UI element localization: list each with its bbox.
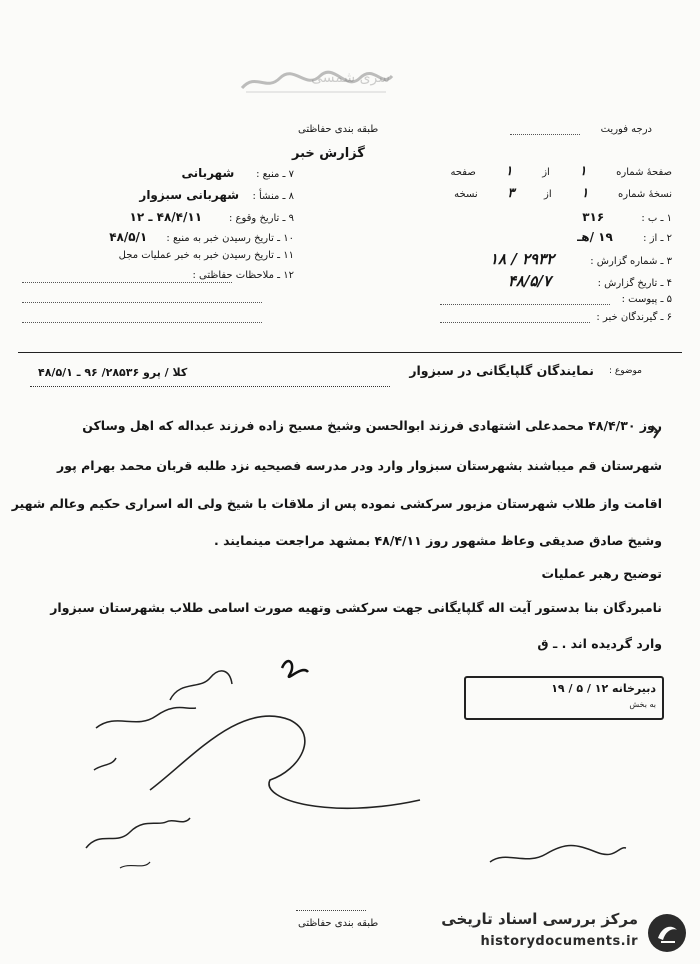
receipt-stamp xyxy=(464,676,664,720)
explanation-title: توضیح رهبر عملیات xyxy=(541,566,662,581)
classification-line xyxy=(296,910,366,911)
watermark-org: مرکز بررسی اسناد تاریخی xyxy=(441,910,638,928)
receipt-stamp-line1: دبیرخانه ۱۲ / ۵ / ۱۹ xyxy=(551,682,656,695)
left-field-ops-date: ۱۱ ـ تاریخ رسیدن خبر به خبر عملیات مجل xyxy=(118,250,294,261)
left-field-origin: ۸ ـ منشأ : شهربانی سبزوار xyxy=(139,188,294,202)
classification-top: طبقه بندی حفاظتی xyxy=(298,124,379,135)
right-field-page: صفحهٔ شماره ۱ از ۱ صفحه xyxy=(450,164,672,179)
body-line-3: اقامت واز طلاب شهرستان مزبور سرکشی نموده پس از ملاقات با شیخ ولی اله اسراری حکیم وعالم شهیر xyxy=(11,496,662,511)
urgency-label: درجه فوریت xyxy=(600,124,652,135)
right-field-attachment: ۵ ـ پیوست : xyxy=(621,294,672,305)
right-field-recipients: ۶ ـ گیرندگان خبر : xyxy=(596,312,672,323)
archive-logo-icon xyxy=(646,912,688,954)
watermark-url: historydocuments.ir xyxy=(480,934,638,949)
subject-reference: کلا / پرو ۲۸۵۳۶/ ۹۶ ـ ۴۸/۵/۱ xyxy=(38,366,188,379)
right-field-from: ۲ ـ از : ۱۹ /هـ xyxy=(577,230,672,244)
subject-label: موضوع : xyxy=(608,366,642,376)
classification-bottom: طبقه بندی حفاظتی xyxy=(298,918,379,929)
subject-text: نمایندگان گلپایگانی در سبزوار xyxy=(409,363,594,378)
right-field-copy: نسخهٔ شماره ۱ از ۳ نسخه xyxy=(454,186,672,201)
left-field-source: ۷ ـ منبع : شهربانی xyxy=(181,166,294,180)
right-field-to: ۱ ـ ب : ۳۱۶ xyxy=(582,210,672,224)
body-line-4: وشیخ صادق صدیقی وعاظ مشهور روز ۴۸/۴/۱۱ بمشهد مراجعت مینمایند . xyxy=(213,533,662,548)
doc-title: گزارش خبر xyxy=(292,146,365,161)
watermark-logo xyxy=(418,910,688,956)
right-field-report-date: ۴ ـ تاریخ گزارش : ۴۸/۵/۷ xyxy=(507,272,672,290)
explanation-line-2: وارد گردیده اند . ـ ق xyxy=(537,636,662,651)
body-line-2: شهرستان قم میباشند بشهرستان سبزوار وارد ودر مدرسه فصیحیه نزد طلبه قربان محمد بهرام پور xyxy=(57,458,662,473)
receipt-stamp-line2: به بخش xyxy=(629,700,656,709)
top-stamp-text: سری شمسی xyxy=(311,70,390,86)
left-field-occurrence-date: ۹ ـ تاریخ وقوع : ۴۸/۴/۱۱ ـ ۱۲ xyxy=(129,210,294,224)
left-field-security-notes: ۱۲ ـ ملاحظات حفاظتی : xyxy=(192,270,294,281)
explanation-line-1: نامبردگان بنا بدستور آیت اله گلپایگانی جهت سرکشی وتهیه صورت اسامی طلاب بشهرستان سبزوار xyxy=(50,600,662,615)
body-line-1: روز ۴۸/۴/۳۰ محمدعلی اشتهادی فرزند ابوالحسن وشیخ مسیح زاده فرزند عبداله که اهل وساکن xyxy=(82,418,662,433)
left-field-receive-date: ۱۰ ـ تاریخ رسیدن خبر به منبع : ۴۸/۵/۱ xyxy=(109,230,294,244)
right-field-report-number: ۳ ـ شماره گزارش : ۲۹۳۲ / ۱۸ xyxy=(489,250,672,268)
